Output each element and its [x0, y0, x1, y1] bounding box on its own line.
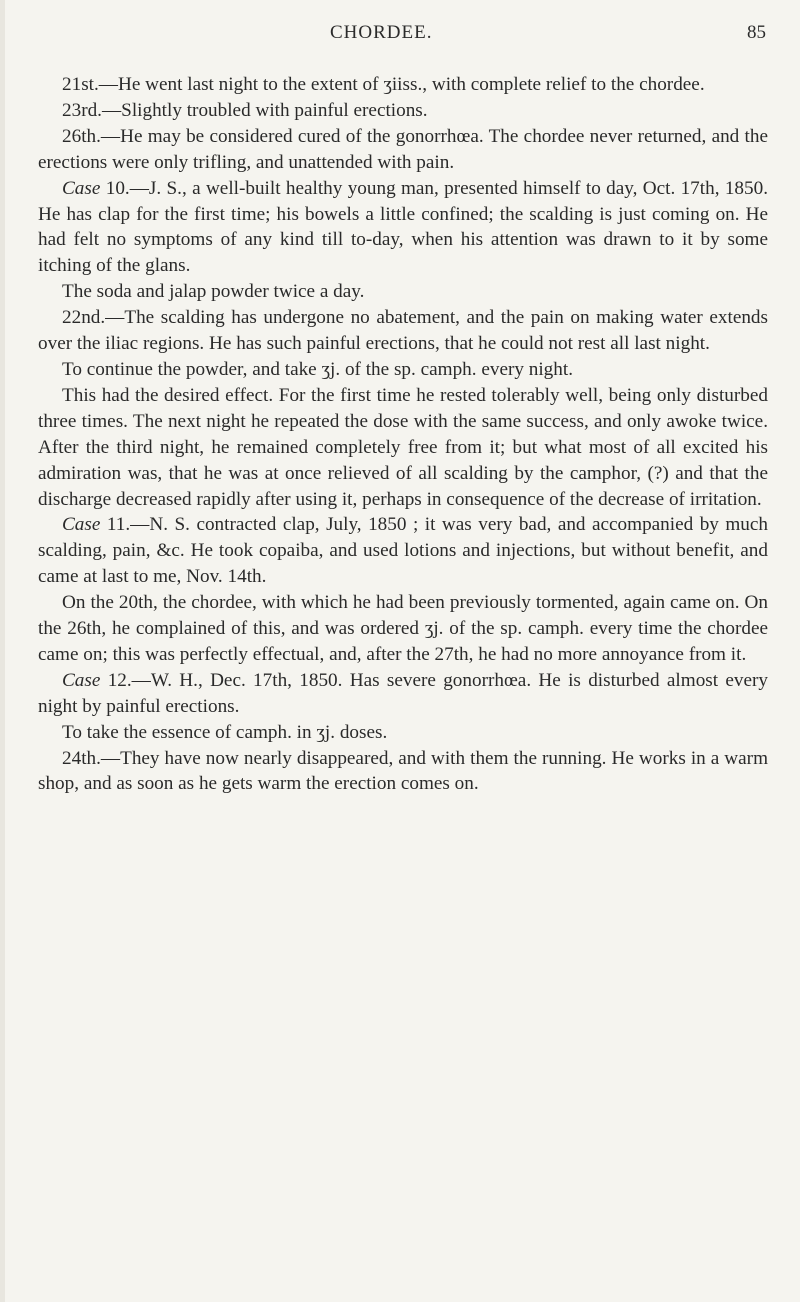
case-10-paragraph — [38, 176, 768, 280]
paragraph: 21st.—He went last night to the extent of ʒiiss., with complete relief to the chordee. — [62, 74, 705, 95]
paragraph: 23rd.—Slightly troubled with painful erections. — [62, 99, 428, 121]
page-number: 85 — [747, 22, 766, 43]
paragraph: 26th.—He may be considered cured of the gonorrhœa. The chordee never returned, and the erections were only trifling, and unattended with pain. — [38, 125, 768, 173]
paragraph: On the 20th, the chordee, with which he had been previously tormented, again came on. On the 26th, he complained of this, and was ordered ʒj. of the sp. camph. every time the chordee came on; this was perfectly effectual, and, after the 27th, he had no more annoyance from it. — [38, 592, 768, 665]
case-11-number: 11. — [106, 514, 131, 536]
case-10-number: 10. — [105, 177, 130, 199]
paragraph: 24th.—They have now nearly disappeared, and with them the running. He works in a warm shop, and as soon as he gets warm the erection comes on. — [38, 747, 768, 795]
case-10-label: Case — [62, 177, 101, 199]
case-12-label: Case — [62, 669, 101, 691]
body-text — [38, 72, 768, 797]
paragraph: 22nd.—The scalding has undergone no abatement, and the pain on making water extends over the iliac regions. He has such painful erections, that he could not rest all last night. — [38, 307, 768, 355]
case-11-paragraph — [38, 512, 768, 590]
case-12-text: —W. H., Dec. 17th, 1850. Has severe gonorrhœa. He is disturbed almost every night by painful erections. — [38, 669, 768, 717]
paragraph: This had the desired effect. For the first time he rested tolerably well, being only disturbed three times. The next night he repeated the dose with the same success, and only awoke twice. After the third night, he remained completely free from it; but what most of all excited his admiration was, that he was at once relieved of all scalding by the camphor, (?) and that the discharge decreased rapidly after using it, perhaps in consequence of the decrease of irritation. — [38, 384, 768, 510]
case-12-number: 12. — [107, 669, 132, 691]
page-header — [40, 22, 780, 52]
paragraph: The soda and jalap powder twice a day. — [62, 281, 365, 303]
case-10-text: —J. S., a well-built healthy young man, presented himself to day, Oct. 17th, 1850. He has clap for the first time; his bowels a little confined; the scalding is just coming on. He had felt no symptoms of any kind till to-day, when his attention was drawn to it by some itching of the glans. — [38, 177, 768, 277]
case-11-text: —N. S. contracted clap, July, 1850 ; it was very bad, and accompanied by much scalding, pain, &c. He took copaiba, and used lotions and injections, but without benefit, and came at last to me, Nov. 14th. — [38, 514, 769, 588]
paragraph: To continue the powder, and take ʒj. of the sp. camph. every night. — [62, 358, 573, 380]
paragraph: To take the essence of camph. in ʒj. doses. — [62, 721, 388, 743]
running-head: CHORDEE. — [330, 22, 433, 43]
case-12-paragraph — [38, 668, 768, 720]
case-11-label: Case — [62, 514, 101, 536]
page-gutter — [0, 0, 5, 1302]
